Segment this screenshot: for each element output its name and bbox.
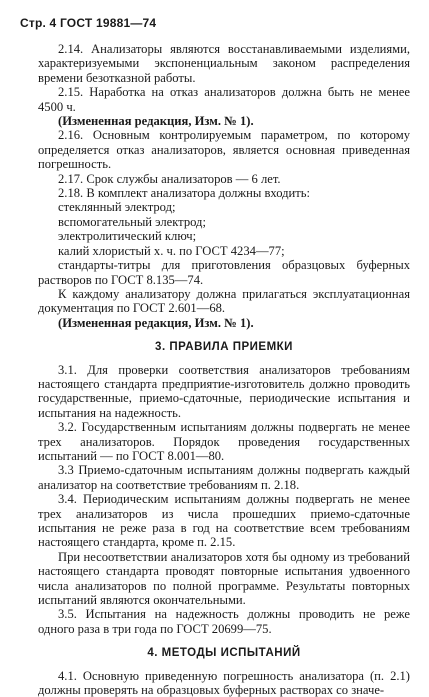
paragraph-documentation: К каждому анализатору должна прилагаться эксплуатационная документация по ГОСТ 2.601—68. <box>38 286 410 316</box>
list-item: стеклянный электрод; <box>58 200 176 215</box>
paragraph-nonconformity: При несоответствии анализаторов хотя бы одному из требований настоящего стандарта проводят повторные испытания удвоенного числа анализаторов по полной программе. Результаты повторных испытаний являются окончательными. <box>38 549 410 608</box>
document-body <box>38 42 410 697</box>
paragraph-3-3: 3.3 Приемо-сдаточным испытаниям должны подвергать каждый анализатор на соответствие требованиям п. 2.18. <box>38 463 410 492</box>
section-heading-3: 3. ПРАВИЛА ПРИЕМКИ <box>155 341 293 354</box>
list-item: калий хлористый х. ч. по ГОСТ 4234—77; <box>58 243 285 258</box>
list-item: стандарты-титры для приготовления образцовых буферных растворов по ГОСТ 8.135—74. <box>38 258 410 287</box>
paragraph-2-14: 2.14. Анализаторы являются восстанавливаемыми изделиями, характеризуемыми экспоненциальным законом распределения времени безотказной работы. <box>38 42 410 85</box>
paragraph-3-2: 3.2. Государственным испытаниям должны подвергать не менее трех анализаторов. Порядок проведения государственных испытаний — по ГОСТ 8.001—80. <box>38 420 410 463</box>
paragraph-3-5: 3.5. Испытания на надежность должны проводить не реже одного раза в три года по ГОСТ 20699—75. <box>38 607 410 636</box>
amendment-note: (Измененная редакция, Изм. № 1). <box>58 114 254 129</box>
paragraph-2-17: 2.17. Срок службы анализаторов — 6 лет. <box>58 171 281 186</box>
list-item: электролитический ключ; <box>58 229 197 244</box>
list-item: вспомогательный электрод; <box>58 214 206 229</box>
paragraph-3-1: 3.1. Для проверки соответствия анализаторов требованиям настоящего стандарта предприятие-изготовитель должно проводить государственные, приемо-сдаточные, периодические испытания и испытания на надежность. <box>38 362 410 420</box>
paragraph-4-1: 4.1. Основную приведенную погрешность анализатора (п. 2.1) должны проверять на образцовых буферных растворах со значе- <box>38 668 410 697</box>
amendment-note: (Измененная редакция, Изм. № 1). <box>58 315 254 330</box>
section-heading-4: 4. МЕТОДЫ ИСПЫТАНИЙ <box>147 647 301 660</box>
page-header: Стр. 4 ГОСТ 19881—74 <box>20 16 157 30</box>
paragraph-2-16: 2.16. Основным контролируемым параметром, по которому определяется отказ анализаторов, является основная приведенная погрешность. <box>38 128 410 172</box>
paragraph-2-18: 2.18. В комплект анализатора должны входить: <box>58 186 311 201</box>
paragraph-2-15: 2.15. Наработка на отказ анализаторов должна быть не менее 4500 ч. <box>38 85 410 114</box>
paragraph-3-4: 3.4. Периодическим испытаниям должны подвергать не менее трех анализаторов из числа прошедших приемо-сдаточные испытания не реже раза в год на соответствие всем требованиям настоящего стандарта, кроме п. 2.15. <box>38 492 410 550</box>
